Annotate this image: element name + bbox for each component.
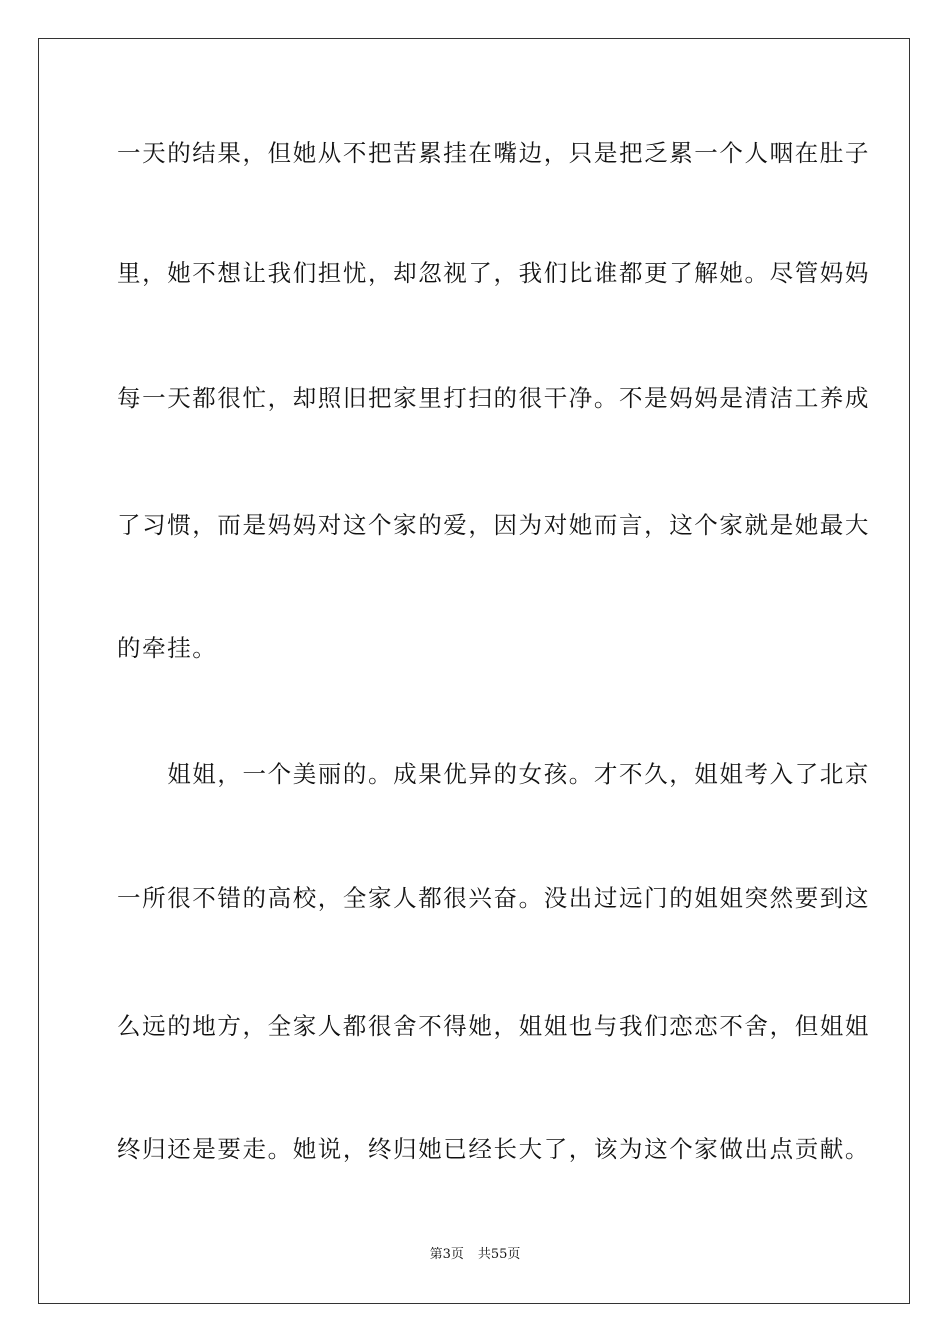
page-border bbox=[38, 38, 910, 1304]
text-line-3: 每一天都很忙，却照旧把家里打扫的很干净。不是妈妈是清洁工养成 bbox=[117, 384, 870, 412]
text-line-5: 的牵挂。 bbox=[117, 634, 218, 662]
text-line-6: 姐姐，一个美丽的。成果优异的女孩。才不久，姐姐考入了北京 bbox=[117, 760, 870, 788]
text-line-2: 里，她不想让我们担忧，却忽视了，我们比谁都更了解她。尽管妈妈 bbox=[117, 259, 870, 287]
text-line-1: 一天的结果，但她从不把苦累挂在嘴边，只是把乏累一个人咽在肚子 bbox=[117, 139, 870, 167]
text-line-4: 了习惯，而是妈妈对这个家的爱，因为对她而言，这个家就是她最大 bbox=[117, 511, 870, 539]
page-total: 共55页 bbox=[477, 1247, 521, 1262]
text-line-7: 一所很不错的高校，全家人都很兴奋。没出过远门的姐姐突然要到这 bbox=[117, 884, 870, 912]
text-line-8: 么远的地方，全家人都很舍不得她，姐姐也与我们恋恋不舍，但姐姐 bbox=[117, 1012, 870, 1040]
page-number: 第3页 bbox=[429, 1247, 464, 1262]
text-line-9: 终归还是要走。她说，终归她已经长大了，该为这个家做出点贡献。 bbox=[117, 1135, 870, 1163]
page-footer bbox=[0, 1246, 950, 1264]
